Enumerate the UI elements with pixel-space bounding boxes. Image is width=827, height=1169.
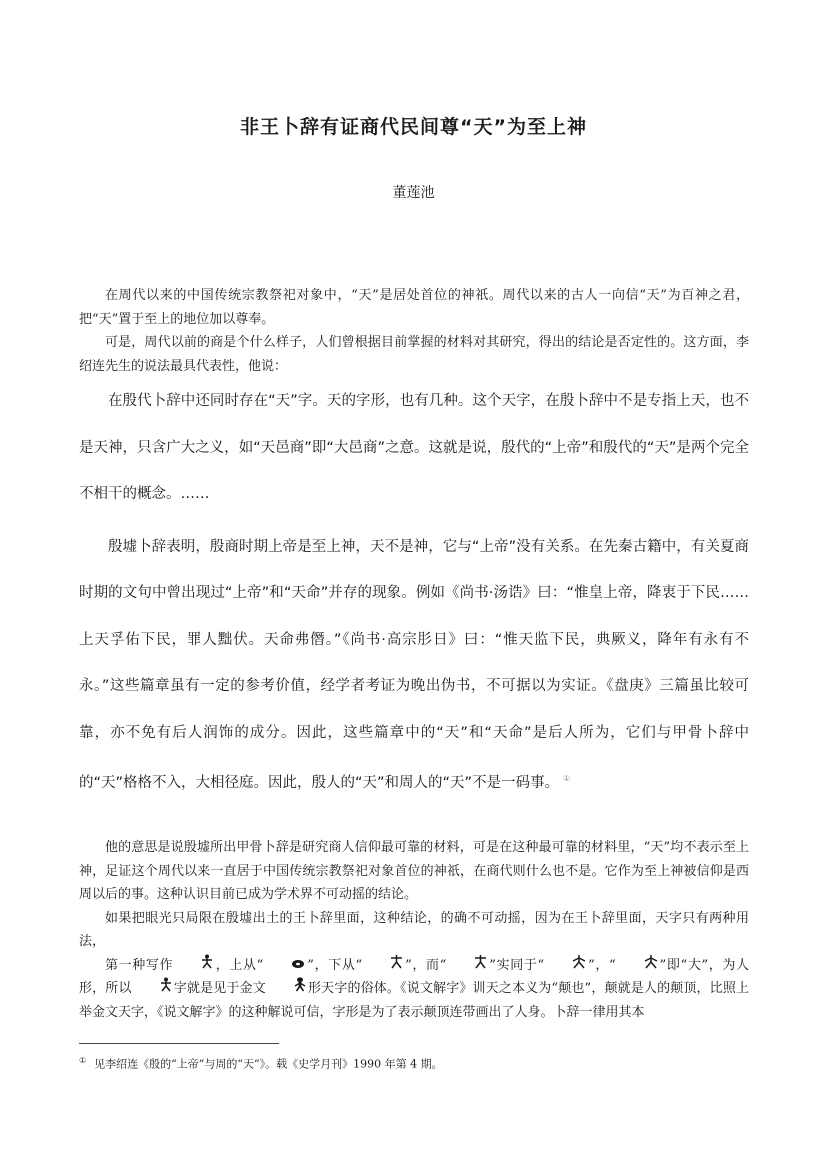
article-author: 董莲池: [392, 185, 435, 201]
quote-text: 殷墟卜辞表明，殷商时期上帝是至上神，天不是神，它与“上帝”没有关系。在先秦古籍中，有关夏商时期的文句中曾出现过“上帝”和“天命”并存的现象。例如《尚书·汤诰》曰：“惟皇上帝，降衷于下民……上天孚佑下民，罪人黜伏。天命弗僭。”《尚书·高宗肜日》曰：“惟天监下民，典厥义，降年有永有不永。”这些篇章虽有一定的参考价值，经学者考证为晚出伪书，不可据以为实证。《盘庚》三篇虽比较可靠，亦不免有后人润饰的成分。因此，这些篇章中的“天”和“天命”是后人所为，它们与甲骨卜辞中的“天”格格不入，大相径庭。因此，殷人的“天”和周人的“天”不是一码事。: [79, 538, 749, 791]
text-run: ”即“大”，为人形，所以: [79, 957, 749, 996]
text-run: ”实同于“: [489, 957, 545, 973]
text-run: ”，下从“: [307, 957, 363, 973]
intro-paragraph: 可是，周代以前的商是个什么样子，人们曾根据目前掌握的材料对其研究，得出的结论是否定性的。这方面，李绍连先生的说法最具代表性，他说：: [79, 335, 749, 374]
text-run: ”，“: [588, 957, 616, 973]
footnote-text: 见李绍连《殷的“上帝”与周的“天”》。载《史学月刊》1990 年第 4 期。: [94, 1057, 443, 1071]
block-quote: [79, 378, 749, 806]
oracle-tian-glyph-icon: [134, 977, 172, 995]
body-section: [79, 836, 749, 1024]
text-run: ”，而“: [405, 957, 447, 973]
footnote-mark: ①: [79, 1056, 87, 1065]
footnote: [79, 1053, 749, 1073]
intro-section: [79, 284, 749, 378]
body-paragraph: 如果把眼光只局限在殷墟出土的王卜辞里面，这种结论，的确不可动摇，因为在王卜辞里面，天字只有两种用法，: [79, 910, 749, 949]
body-paragraph: 他的意思是说殷墟所出甲骨卜辞是研究商人信仰最可靠的材料，可是在这种最可靠的材料里，“天”均不表示至上神，足证这个周代以来一直居于中国传统宗教祭祀对象首位的神祇，在商代则什么也不是。它作为至上神被信仰是西周以后的事。这种认识目前已成为学术界不可动摇的结论。: [79, 840, 749, 902]
oracle-tian-glyph-icon: [175, 954, 213, 972]
text-run: ，上从“: [215, 957, 264, 973]
text-run: 形天字的俗体。《说文解字》训天之本义为“颠也”，颠就是人的颠顶，比照上举金文天字，《说文解字》的这种解说可信，字形是为了表示颠顶连带画出了人身。卜辞一律用其本: [79, 981, 749, 1020]
footnote-divider: [79, 1043, 279, 1044]
article-title: 非王卜辞有证商代民间尊“天”为至上神: [240, 116, 587, 138]
text-run: 第一种写作: [105, 957, 174, 973]
footnote-reference[interactable]: ①: [563, 774, 571, 783]
text-run: 字就是见于金文: [173, 981, 266, 996]
head-glyph-icon: [265, 958, 305, 972]
lower-da-glyph-icon: [364, 954, 403, 972]
quote-paragraph: [79, 524, 749, 807]
da-person-glyph-icon: [618, 954, 658, 972]
bronze-tian-glyph-icon: [268, 977, 306, 995]
da-person-glyph-icon: [546, 954, 586, 972]
lower-da-glyph-icon: [448, 954, 487, 972]
quote-paragraph: 在殷代卜辞中还同时存在“天”字。天的字形，也有几种。这个天字，在殷卜辞中不是专指上天，也不是天神，只含广大之义，如“天邑商”即“大邑商”之意。这就是说，殷代的“上帝”和殷代的“天”是两个完全不相干的概念。……: [79, 393, 749, 502]
body-paragraph: [79, 954, 749, 1025]
intro-paragraph: 在周代以来的中国传统宗教祭祀对象中，“天”是居处首位的神祇。周代以来的古人一向信“天”为百神之君，把“天”置于至上的地位加以尊奉。: [79, 288, 749, 327]
